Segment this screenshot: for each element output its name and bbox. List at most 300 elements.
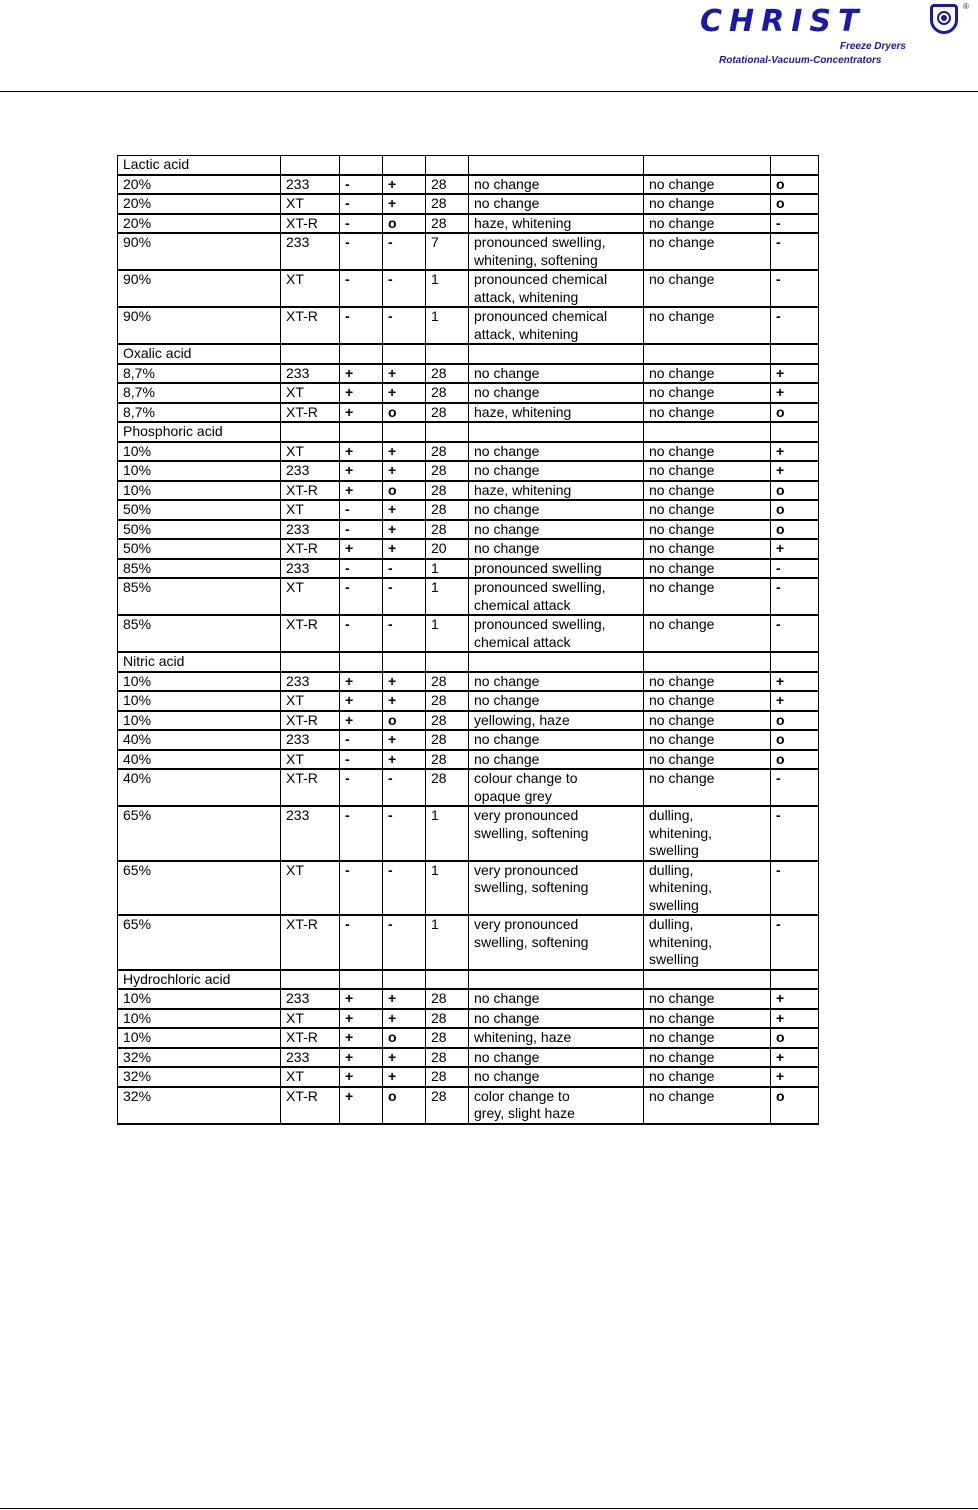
cell-col-a: + [340, 481, 383, 501]
cell-col-a: + [340, 691, 383, 711]
cell-concentration: 10% [118, 711, 281, 731]
cell-col-a: - [340, 270, 383, 307]
cell-col-b: - [383, 806, 426, 861]
cell-other-change: no change [644, 175, 771, 195]
cell-days: 28 [426, 481, 469, 501]
cell-material: 233 [281, 730, 340, 750]
table-row [118, 1048, 819, 1068]
cell-rating: + [771, 1048, 819, 1068]
table-row [118, 481, 819, 501]
cell-material: XT [281, 750, 340, 770]
cell-concentration: 8,7% [118, 364, 281, 384]
cell-rating: + [771, 672, 819, 692]
cell-material: 233 [281, 233, 340, 270]
cell-appearance-change: haze, whitening [469, 214, 644, 234]
cell-other-change: no change [644, 672, 771, 692]
table-row [118, 730, 819, 750]
cell-col-a: - [340, 500, 383, 520]
empty-cell [771, 156, 819, 175]
cell-concentration: 40% [118, 730, 281, 750]
cell-col-b: - [383, 915, 426, 970]
section-title: Phosphoric acid [118, 422, 281, 442]
cell-col-b: - [383, 270, 426, 307]
cell-col-a: + [340, 364, 383, 384]
cell-rating: o [771, 500, 819, 520]
cell-appearance-change: haze, whitening [469, 403, 644, 423]
empty-cell [644, 970, 771, 990]
cell-days: 28 [426, 711, 469, 731]
cell-other-change: no change [644, 1048, 771, 1068]
cell-col-b: + [383, 194, 426, 214]
registered-icon: ® [963, 2, 969, 11]
cell-other-change: no change [644, 520, 771, 540]
cell-concentration: 32% [118, 1048, 281, 1068]
empty-cell [469, 970, 644, 990]
cell-material: 233 [281, 559, 340, 579]
cell-appearance-change: pronounced chemical attack, whitening [469, 270, 644, 307]
cell-rating: o [771, 750, 819, 770]
cell-other-change: no change [644, 383, 771, 403]
cell-days: 28 [426, 364, 469, 384]
cell-rating: - [771, 270, 819, 307]
cell-rating: - [771, 915, 819, 970]
christ-logo [700, 0, 978, 70]
table-row [118, 1067, 819, 1087]
cell-material: XT-R [281, 1028, 340, 1048]
empty-cell [771, 652, 819, 672]
empty-cell [771, 422, 819, 442]
empty-cell [383, 970, 426, 990]
cell-col-b: o [383, 1028, 426, 1048]
empty-cell [281, 970, 340, 990]
cell-concentration: 50% [118, 539, 281, 559]
cell-rating: - [771, 233, 819, 270]
cell-days: 28 [426, 1028, 469, 1048]
cell-rating: + [771, 442, 819, 462]
empty-cell [383, 156, 426, 175]
cell-days: 28 [426, 1087, 469, 1124]
cell-material: 233 [281, 1048, 340, 1068]
cell-appearance-change: pronounced swelling [469, 559, 644, 579]
section-header-row [118, 344, 819, 364]
cell-material: XT-R [281, 711, 340, 731]
cell-other-change: no change [644, 233, 771, 270]
table-row [118, 672, 819, 692]
section-header-row [118, 156, 819, 175]
cell-rating: o [771, 403, 819, 423]
cell-other-change: no change [644, 1067, 771, 1087]
cell-material: 233 [281, 520, 340, 540]
cell-material: XT-R [281, 214, 340, 234]
cell-appearance-change: very pronounced swelling, softening [469, 806, 644, 861]
cell-rating: - [771, 578, 819, 615]
cell-other-change: no change [644, 270, 771, 307]
cell-rating: - [771, 559, 819, 579]
cell-rating: - [771, 214, 819, 234]
cell-col-b: o [383, 1087, 426, 1124]
cell-col-a: + [340, 403, 383, 423]
cell-concentration: 8,7% [118, 403, 281, 423]
empty-cell [281, 156, 340, 175]
cell-rating: o [771, 1087, 819, 1124]
cell-other-change: no change [644, 364, 771, 384]
empty-cell [383, 344, 426, 364]
table-row [118, 194, 819, 214]
section-title: Nitric acid [118, 652, 281, 672]
cell-col-b: - [383, 233, 426, 270]
table-row [118, 1028, 819, 1048]
cell-col-a: + [340, 539, 383, 559]
cell-rating: o [771, 711, 819, 731]
empty-cell [426, 344, 469, 364]
cell-other-change: dulling, whitening, swelling [644, 806, 771, 861]
cell-material: XT-R [281, 307, 340, 344]
cell-col-b: + [383, 750, 426, 770]
cell-col-a: - [340, 307, 383, 344]
cell-material: XT [281, 270, 340, 307]
cell-other-change: no change [644, 194, 771, 214]
table-row [118, 539, 819, 559]
cell-col-a: - [340, 214, 383, 234]
cell-material: XT-R [281, 615, 340, 652]
table-row [118, 806, 819, 861]
cell-concentration: 50% [118, 500, 281, 520]
table-row [118, 175, 819, 195]
cell-days: 28 [426, 750, 469, 770]
cell-material: XT [281, 1009, 340, 1029]
cell-concentration: 8,7% [118, 383, 281, 403]
cell-appearance-change: no change [469, 691, 644, 711]
spiral-dot-icon [941, 15, 947, 21]
cell-appearance-change: no change [469, 364, 644, 384]
cell-col-a: + [340, 711, 383, 731]
cell-days: 7 [426, 233, 469, 270]
cell-concentration: 10% [118, 989, 281, 1009]
footer-divider [0, 1508, 978, 1509]
cell-concentration: 50% [118, 520, 281, 540]
cell-material: XT [281, 861, 340, 916]
cell-col-a: - [340, 750, 383, 770]
cell-appearance-change: pronounced swelling, chemical attack [469, 578, 644, 615]
cell-appearance-change: no change [469, 1009, 644, 1029]
cell-other-change: no change [644, 750, 771, 770]
cell-days: 28 [426, 214, 469, 234]
empty-cell [771, 970, 819, 990]
cell-material: 233 [281, 672, 340, 692]
cell-days: 1 [426, 861, 469, 916]
cell-appearance-change: no change [469, 730, 644, 750]
cell-col-a: + [340, 1087, 383, 1124]
cell-concentration: 10% [118, 1009, 281, 1029]
cell-col-a: + [340, 672, 383, 692]
table-row [118, 364, 819, 384]
cell-material: 233 [281, 461, 340, 481]
cell-days: 28 [426, 520, 469, 540]
cell-concentration: 10% [118, 1028, 281, 1048]
section-header-row [118, 422, 819, 442]
cell-appearance-change: no change [469, 194, 644, 214]
cell-col-a: + [340, 1028, 383, 1048]
chemical-resistance-table [117, 155, 819, 1125]
shield-spiral-icon [930, 4, 958, 34]
cell-material: XT [281, 1067, 340, 1087]
table-row [118, 307, 819, 344]
cell-col-a: - [340, 233, 383, 270]
cell-col-b: o [383, 711, 426, 731]
table-row [118, 270, 819, 307]
cell-col-b: + [383, 461, 426, 481]
cell-other-change: no change [644, 539, 771, 559]
table-row [118, 383, 819, 403]
table-row [118, 691, 819, 711]
empty-cell [469, 422, 644, 442]
cell-days: 28 [426, 1067, 469, 1087]
cell-concentration: 65% [118, 861, 281, 916]
cell-days: 28 [426, 769, 469, 806]
cell-material: XT [281, 691, 340, 711]
cell-concentration: 90% [118, 233, 281, 270]
empty-cell [426, 970, 469, 990]
logo-wordmark: CHRIST [700, 4, 866, 39]
cell-rating: o [771, 194, 819, 214]
cell-col-a: - [340, 769, 383, 806]
cell-concentration: 32% [118, 1087, 281, 1124]
table-row [118, 1087, 819, 1124]
cell-rating: + [771, 691, 819, 711]
empty-cell [644, 422, 771, 442]
cell-days: 20 [426, 539, 469, 559]
cell-days: 1 [426, 559, 469, 579]
table-row [118, 769, 819, 806]
table-row [118, 214, 819, 234]
cell-col-b: + [383, 539, 426, 559]
empty-cell [469, 344, 644, 364]
cell-appearance-change: no change [469, 1067, 644, 1087]
table-row [118, 750, 819, 770]
cell-appearance-change: no change [469, 750, 644, 770]
cell-concentration: 20% [118, 175, 281, 195]
cell-concentration: 65% [118, 915, 281, 970]
cell-material: 233 [281, 989, 340, 1009]
empty-cell [340, 156, 383, 175]
table-row [118, 915, 819, 970]
cell-other-change: no change [644, 1009, 771, 1029]
cell-rating: - [771, 307, 819, 344]
cell-material: XT [281, 383, 340, 403]
cell-concentration: 10% [118, 691, 281, 711]
cell-other-change: no change [644, 989, 771, 1009]
cell-col-b: + [383, 520, 426, 540]
cell-col-a: - [340, 559, 383, 579]
cell-material: XT-R [281, 769, 340, 806]
cell-days: 1 [426, 578, 469, 615]
cell-other-change: no change [644, 214, 771, 234]
cell-other-change: no change [644, 481, 771, 501]
cell-col-a: - [340, 194, 383, 214]
cell-material: XT [281, 500, 340, 520]
cell-appearance-change: haze, whitening [469, 481, 644, 501]
cell-days: 28 [426, 403, 469, 423]
cell-col-a: + [340, 461, 383, 481]
cell-col-b: + [383, 1048, 426, 1068]
cell-col-a: - [340, 520, 383, 540]
cell-rating: + [771, 989, 819, 1009]
cell-material: 233 [281, 175, 340, 195]
table-row [118, 520, 819, 540]
cell-col-a: + [340, 1067, 383, 1087]
cell-appearance-change: no change [469, 672, 644, 692]
cell-col-a: - [340, 578, 383, 615]
cell-other-change: dulling, whitening, swelling [644, 915, 771, 970]
empty-cell [281, 422, 340, 442]
empty-cell [469, 156, 644, 175]
cell-rating: - [771, 769, 819, 806]
cell-rating: o [771, 730, 819, 750]
cell-col-a: - [340, 175, 383, 195]
cell-material: 233 [281, 364, 340, 384]
cell-appearance-change: no change [469, 1048, 644, 1068]
cell-days: 28 [426, 730, 469, 750]
empty-cell [426, 156, 469, 175]
cell-days: 1 [426, 806, 469, 861]
cell-days: 28 [426, 1009, 469, 1029]
cell-concentration: 32% [118, 1067, 281, 1087]
empty-cell [340, 422, 383, 442]
cell-other-change: no change [644, 615, 771, 652]
cell-col-a: + [340, 383, 383, 403]
cell-appearance-change: very pronounced swelling, softening [469, 915, 644, 970]
cell-days: 28 [426, 442, 469, 462]
cell-col-b: o [383, 481, 426, 501]
cell-rating: - [771, 615, 819, 652]
empty-cell [383, 652, 426, 672]
cell-days: 28 [426, 500, 469, 520]
table-row [118, 461, 819, 481]
cell-rating: + [771, 364, 819, 384]
cell-concentration: 85% [118, 559, 281, 579]
cell-rating: o [771, 481, 819, 501]
cell-rating: + [771, 383, 819, 403]
cell-material: XT-R [281, 403, 340, 423]
cell-appearance-change: no change [469, 500, 644, 520]
cell-appearance-change: no change [469, 520, 644, 540]
cell-appearance-change: colour change to opaque grey [469, 769, 644, 806]
cell-concentration: 90% [118, 270, 281, 307]
cell-concentration: 90% [118, 307, 281, 344]
cell-days: 28 [426, 383, 469, 403]
cell-col-b: + [383, 1067, 426, 1087]
cell-days: 28 [426, 1048, 469, 1068]
cell-concentration: 20% [118, 194, 281, 214]
cell-concentration: 85% [118, 615, 281, 652]
cell-rating: + [771, 461, 819, 481]
section-header-row [118, 652, 819, 672]
table-row [118, 403, 819, 423]
cell-concentration: 85% [118, 578, 281, 615]
cell-rating: + [771, 1067, 819, 1087]
cell-col-b: o [383, 214, 426, 234]
cell-col-a: + [340, 1009, 383, 1029]
empty-cell [281, 344, 340, 364]
cell-concentration: 10% [118, 481, 281, 501]
cell-concentration: 10% [118, 461, 281, 481]
cell-days: 1 [426, 270, 469, 307]
cell-col-b: + [383, 989, 426, 1009]
table-row [118, 500, 819, 520]
cell-col-a: + [340, 989, 383, 1009]
cell-col-b: + [383, 364, 426, 384]
cell-rating: o [771, 1028, 819, 1048]
cell-col-b: + [383, 175, 426, 195]
cell-other-change: no change [644, 769, 771, 806]
empty-cell [383, 422, 426, 442]
cell-appearance-change: no change [469, 539, 644, 559]
empty-cell [644, 156, 771, 175]
cell-concentration: 65% [118, 806, 281, 861]
cell-material: XT-R [281, 539, 340, 559]
cell-appearance-change: whitening, haze [469, 1028, 644, 1048]
cell-other-change: no change [644, 711, 771, 731]
section-header-row [118, 970, 819, 990]
section-title: Oxalic acid [118, 344, 281, 364]
cell-col-b: + [383, 442, 426, 462]
cell-days: 1 [426, 915, 469, 970]
empty-cell [771, 344, 819, 364]
cell-material: XT [281, 194, 340, 214]
cell-col-b: + [383, 691, 426, 711]
cell-other-change: no change [644, 500, 771, 520]
cell-appearance-change: yellowing, haze [469, 711, 644, 731]
cell-appearance-change: pronounced swelling, whitening, softening [469, 233, 644, 270]
empty-cell [340, 344, 383, 364]
cell-col-b: - [383, 578, 426, 615]
cell-other-change: no change [644, 403, 771, 423]
empty-cell [426, 422, 469, 442]
cell-appearance-change: pronounced swelling, chemical attack [469, 615, 644, 652]
cell-days: 28 [426, 989, 469, 1009]
cell-rating: + [771, 1009, 819, 1029]
table-row [118, 989, 819, 1009]
section-title: Hydrochloric acid [118, 970, 281, 990]
empty-cell [340, 970, 383, 990]
cell-other-change: no change [644, 1087, 771, 1124]
table-row [118, 615, 819, 652]
cell-concentration: 40% [118, 750, 281, 770]
cell-appearance-change: no change [469, 383, 644, 403]
empty-cell [340, 652, 383, 672]
empty-cell [469, 652, 644, 672]
table-row [118, 578, 819, 615]
cell-appearance-change: no change [469, 461, 644, 481]
cell-other-change: no change [644, 307, 771, 344]
cell-col-a: - [340, 730, 383, 750]
logo-subtitle-rvc: Rotational-Vacuum-Concentrators [719, 55, 882, 66]
cell-col-b: - [383, 861, 426, 916]
header-divider [0, 91, 978, 92]
cell-material: XT-R [281, 915, 340, 970]
cell-concentration: 10% [118, 672, 281, 692]
cell-concentration: 10% [118, 442, 281, 462]
table-row [118, 861, 819, 916]
cell-appearance-change: color change to grey, slight haze [469, 1087, 644, 1124]
cell-appearance-change: very pronounced swelling, softening [469, 861, 644, 916]
cell-col-b: - [383, 307, 426, 344]
cell-rating: - [771, 861, 819, 916]
cell-days: 28 [426, 175, 469, 195]
cell-col-a: + [340, 1048, 383, 1068]
cell-days: 1 [426, 615, 469, 652]
empty-cell [281, 652, 340, 672]
